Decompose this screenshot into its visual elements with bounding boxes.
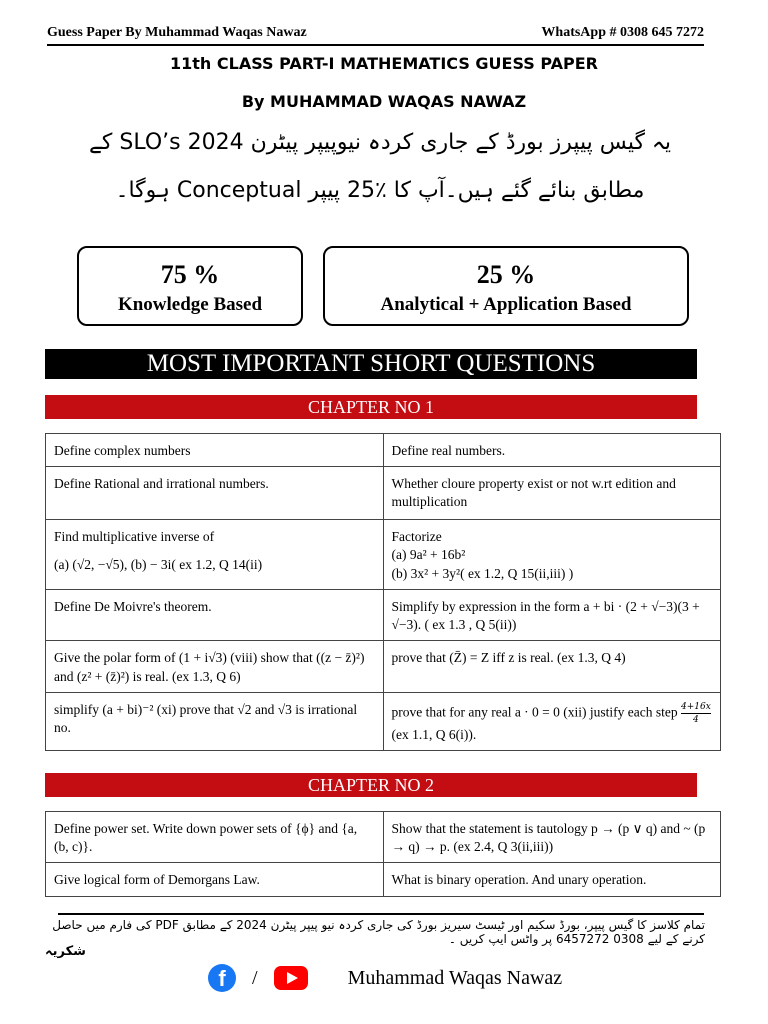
question-cell: Give logical form of Demorgans Law.	[46, 863, 384, 896]
table-row	[46, 863, 721, 896]
youtube-icon[interactable]	[274, 966, 308, 990]
question-text: (ex 1.1, Q 6(i)).	[391, 727, 477, 743]
header-left-text: Guess Paper By Muhammad Waqas Nawaz	[47, 25, 307, 40]
analytical-percent: 25 %	[476, 260, 536, 289]
chapter-2-table	[45, 811, 721, 897]
table-row	[46, 520, 721, 590]
page-header	[47, 22, 704, 46]
fraction	[681, 701, 711, 726]
table-row	[46, 434, 721, 467]
section-title: MOST IMPORTANT SHORT QUESTIONS	[45, 349, 697, 379]
analytical-box	[323, 246, 689, 326]
chapter-1-title: CHAPTER NO 1	[45, 395, 697, 419]
question-line: Factorize	[391, 529, 442, 545]
footer-thanks: شکریہ	[45, 944, 86, 959]
question-cell: Give the polar form of (1 + i√3) (viii) show that ((z − z̄)²) and (z² + (z̄)²) is real. (ex 1.3, Q 6)	[46, 641, 384, 692]
question-line: (a) 9a² + 16b²	[391, 547, 466, 563]
urdu-intro-line-2: مطابق بنائے گئے ہیں۔آپ کا ٪25 پیپر Conceptual ہوگا۔	[115, 178, 645, 203]
table-row	[46, 467, 721, 520]
analytical-label: Analytical + Application Based	[380, 294, 632, 315]
table-row	[46, 812, 721, 863]
urdu-intro-line-1: یہ گیس پیپرز بورڈ کے جاری کردہ نیوپیپر پیٹرن SLO’s 2024 کے	[89, 130, 671, 155]
fraction-numerator: 4+16x	[681, 701, 711, 714]
footer-author: Muhammad Waqas Nawaz	[347, 966, 563, 989]
document-title: 11th CLASS PART-I MATHEMATICS GUESS PAPER	[170, 54, 598, 73]
question-cell	[383, 520, 721, 590]
question-line: (b) 3x² + 3y²( ex 1.2, Q 15(ii,iii) )	[391, 565, 574, 581]
question-cell: simplify (a + bi)⁻² (xi) prove that √2 and √3 is irrational no.	[46, 692, 384, 751]
question-cell	[383, 692, 721, 751]
header-right-text: WhatsApp # 0308 645 7272	[541, 25, 704, 40]
document-author-line: By MUHAMMAD WAQAS NAWAZ	[241, 92, 527, 111]
knowledge-box	[77, 246, 303, 326]
question-text: prove that for any real a · 0 = 0 (xii) justify each step	[391, 704, 678, 720]
question-cell: Whether cloure property exist or not w.rt edition and multiplication	[383, 467, 721, 520]
question-cell	[46, 520, 384, 590]
table-row	[46, 692, 721, 751]
knowledge-percent: 75 %	[160, 260, 220, 289]
question-cell: Simplify by expression in the form a + bi · (2 + √−3)(3 + √−3). ( ex 1.3 , Q 5(ii))	[383, 589, 721, 640]
question-cell: Define Rational and irrational numbers.	[46, 467, 384, 520]
question-cell: Define real numbers.	[383, 434, 721, 467]
footer-urdu-note: تمام کلاسز کا گیس پیپر، بورڈ سکیم اور ٹیسٹ سیریز بورڈ کی جاری کردہ نیو پیپر پیٹرن 2024 کے مطابق PDF کی فارم میں حاصل کرنے کے لیے 0308 6457272 پر واٹس ایپ کریں ۔	[52, 918, 705, 946]
footer-divider	[58, 913, 704, 915]
chapter-1-table	[45, 433, 721, 751]
question-cell: What is binary operation. And unary operation.	[383, 863, 721, 896]
knowledge-label: Knowledge Based	[117, 294, 263, 315]
question-cell: Define De Moivre's theorem.	[46, 589, 384, 640]
fraction-denominator: 4	[693, 714, 699, 725]
question-cell: Define complex numbers	[46, 434, 384, 467]
table-row	[46, 641, 721, 692]
question-line: (a) (√2, −√5), (b) − 3i( ex 1.2, Q 14(ii)	[54, 557, 263, 573]
question-cell: Show that the statement is tautology p → (p ∨ q) and ~ (p → q) → p. (ex 2.4, Q 3(ii,iii))	[383, 812, 721, 863]
question-cell: prove that (Z̄) = Z iff z is real. (ex 1.3, Q 4)	[383, 641, 721, 692]
table-row	[46, 589, 721, 640]
question-cell: Define power set. Write down power sets of {ϕ} and {a, (b, c)}.	[46, 812, 384, 863]
separator: /	[252, 966, 258, 989]
social-links	[208, 964, 562, 992]
question-line: Find multiplicative inverse of	[54, 529, 215, 545]
facebook-icon[interactable]: f	[208, 964, 236, 992]
chapter-2-title: CHAPTER NO 2	[45, 773, 697, 797]
